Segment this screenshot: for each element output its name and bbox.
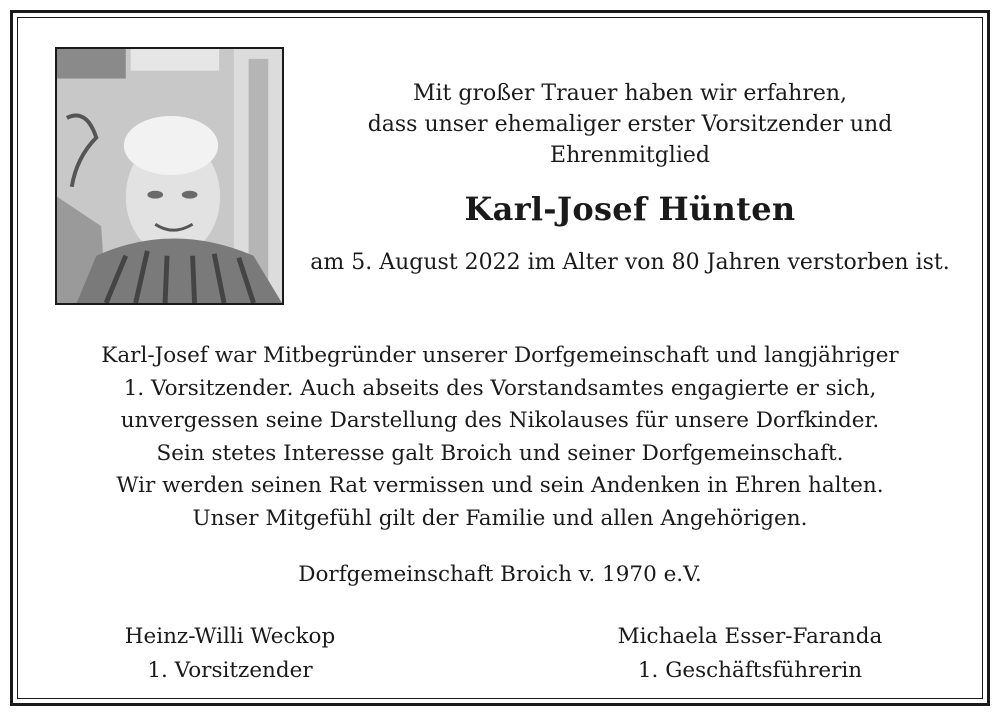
tribute-line: 1. Vorsitzender. Auch abseits des Vorstandsamtes engagierte er sich, — [123, 375, 877, 401]
tribute-line: Karl-Josef war Mitbegründer unserer Dorfgemeinschaft und langjähriger — [101, 343, 899, 368]
intro-line: Ehrenmitglied — [550, 143, 710, 168]
signatory-name: Heinz-Willi Weckop — [124, 624, 336, 649]
intro-line: dass unser ehemaliger erster Vorsitzender und — [367, 112, 893, 137]
deceased-name: Karl-Josef Hünten — [464, 190, 796, 228]
tribute-line: Sein stetes Interesse galt Broich und seiner Dorfgemeinschaft. — [156, 440, 844, 466]
signatory-role: 1. Vorsitzender — [147, 658, 313, 683]
portrait-photo — [55, 47, 284, 305]
organization-name: Dorfgemeinschaft Broich v. 1970 e.V. — [298, 562, 702, 587]
intro-line: Mit großer Trauer haben wir erfahren, — [412, 81, 848, 106]
death-line: am 5. August 2022 im Alter von 80 Jahren verstorben ist. — [310, 250, 950, 275]
intro-text — [330, 78, 930, 171]
portrait-image — [57, 49, 282, 303]
signature-left — [95, 620, 365, 688]
tribute-line: Wir werden seinen Rat vermissen und sein Andenken in Ehren halten. — [116, 473, 884, 498]
tribute-line: Unser Mitgefühl gilt der Familie und allen Angehörigen. — [192, 505, 808, 531]
signatory-role: 1. Geschäftsführerin — [637, 658, 863, 683]
signature-right — [600, 620, 900, 688]
tribute-line: unvergessen seine Darstellung des Nikolauses für unsere Dorfkinder. — [120, 408, 880, 433]
signatory-name: Michaela Esser-Faranda — [617, 624, 883, 649]
tribute-text — [40, 340, 960, 535]
